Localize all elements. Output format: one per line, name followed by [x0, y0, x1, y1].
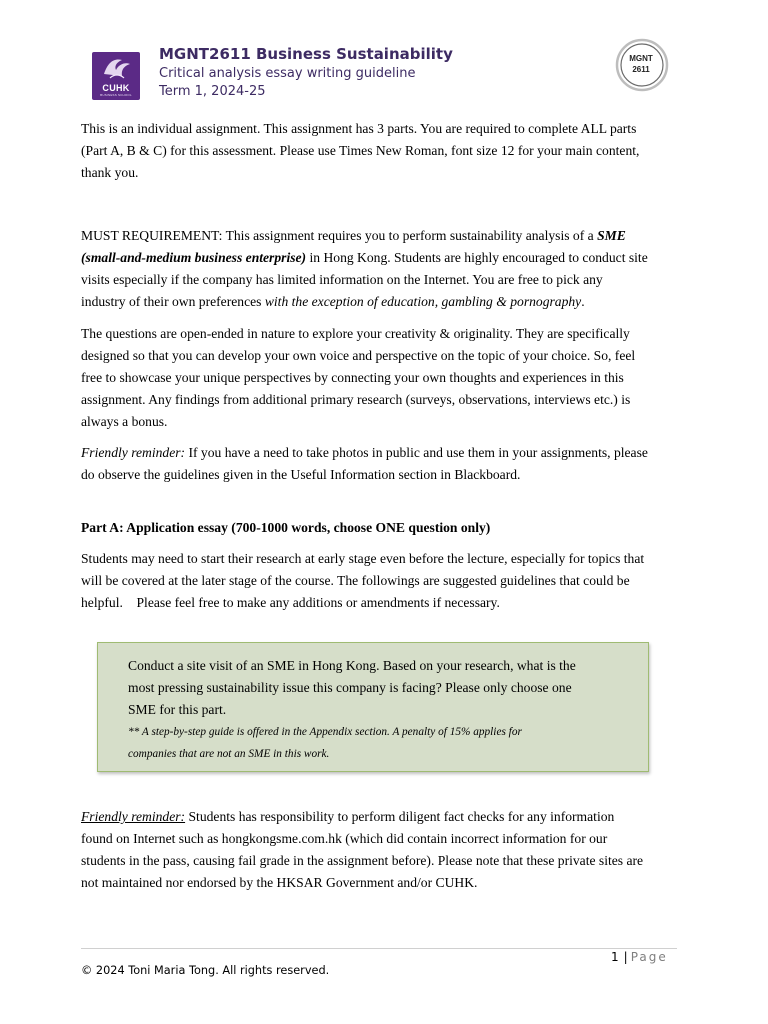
page-number [611, 950, 668, 964]
phoenix-emblem-icon [92, 52, 140, 84]
badge-line-1: MGNT [629, 54, 653, 63]
badge-line-2: 2611 [632, 65, 650, 74]
term-label: Term 1, 2024-25 [159, 84, 266, 99]
requirement-text: in Hong Kong. Students are highly encouraged to conduct site [306, 250, 648, 265]
course-title: MGNT2611 Business Sustainability [159, 45, 453, 63]
note-line: ** A step-by-step guide is offered in the Appendix section. A penalty of 15% applies for [128, 726, 522, 738]
requirement-text: MUST REQUIREMENT: This assignment requires you to perform sustainability analysis of a [81, 228, 598, 243]
reminder-line [81, 806, 679, 828]
open-ended-line: designed so that you can develop your own voice and perspective on the topic of your choice. So, feel [81, 348, 636, 363]
page-number-value: 1 [611, 950, 619, 964]
requirement-paragraph [81, 225, 679, 313]
reminder-text: Students has responsibility to perform diligent fact checks for any information [185, 809, 615, 824]
reminder-text: If you have a need to take photos in public and use them in your assignments, please [185, 445, 648, 460]
open-ended-line: free to showcase your unique perspectives by connecting your own thoughts and experiences in this [81, 370, 624, 385]
sme-term: SME [597, 228, 626, 243]
part-a-line: will be covered at the later stage of the course. The followings are suggested guidelines that could be [81, 573, 630, 588]
intro-line: thank you. [81, 165, 139, 180]
requirement-line [81, 225, 679, 247]
intro-line: (Part A, B & C) for this assessment. Please use Times New Roman, font size 12 for your main content, [81, 143, 640, 158]
reminder-line: do observe the guidelines given in the Useful Information section in Blackboard. [81, 467, 521, 482]
part-a-line: helpful. Please feel free to make any additions or amendments if necessary. [81, 595, 500, 610]
page-word: Page [630, 950, 668, 964]
penalty-note [128, 721, 628, 765]
page-separator: | [623, 950, 628, 964]
question-line: Conduct a site visit of an SME in Hong Kong. Based on your research, what is the [128, 658, 576, 673]
question-text [128, 655, 628, 721]
part-a-paragraph [81, 548, 679, 614]
requirement-text: industry of their own preferences [81, 294, 265, 309]
reminder-line: not maintained nor endorsed by the HKSAR Government and/or CUHK. [81, 875, 478, 890]
open-ended-line: assignment. Any findings from additional primary research (surveys, observations, interviews etc.) is [81, 392, 631, 407]
question-line: most pressing sustainability issue this company is facing? Please only choose one [128, 680, 572, 695]
industry-exclusion: with the exception of education, gambling & pornography [264, 294, 582, 309]
intro-line: This is an individual assignment. This assignment has 3 parts. You are required to complete ALL parts [81, 121, 637, 136]
course-badge [612, 38, 670, 92]
logo-text: CUHK [102, 83, 130, 93]
fact-check-reminder-paragraph [81, 806, 679, 894]
question-callout-box [97, 642, 649, 772]
open-ended-paragraph [81, 323, 679, 433]
requirement-text: . [581, 294, 585, 309]
part-a-line: Students may need to start their research at early stage even before the lecture, especially for topics that [81, 551, 645, 566]
reminder-line [81, 442, 679, 464]
open-ended-line: always a bonus. [81, 414, 168, 429]
sme-definition: (small-and-medium business enterprise) [81, 250, 307, 265]
question-line: SME for this part. [128, 702, 227, 717]
note-line: companies that are not an SME in this work. [128, 748, 330, 760]
copyright-notice: © 2024 Toni Maria Tong. All rights reserved. [81, 964, 330, 977]
document-subtitle: Critical analysis essay writing guideline [159, 66, 416, 81]
footer-divider [81, 948, 677, 949]
requirement-line [81, 291, 679, 313]
photo-reminder-paragraph [81, 442, 679, 486]
reminder-label: Friendly reminder: [81, 445, 186, 460]
intro-paragraph [81, 118, 679, 184]
cuhk-logo [92, 52, 140, 100]
open-ended-line: The questions are open-ended in nature to explore your creativity & originality. They are specifically [81, 326, 630, 341]
part-a-heading: Part A: Application essay (700-1000 words, choose ONE question only) [81, 520, 491, 535]
reminder-line: students in the pass, causing fail grade in the assignment before). Please note that these private sites are [81, 853, 644, 868]
reminder-label: Friendly reminder: [81, 809, 186, 824]
requirement-line [81, 247, 679, 269]
logo-subtext: BUSINESS SCHOOL [100, 93, 132, 97]
requirement-line: visits especially if the company has limited information on the Internet. You are free to pick any [81, 272, 603, 287]
reminder-line: found on Internet such as hongkongsme.com.hk (which did contain incorrect information for our [81, 831, 608, 846]
